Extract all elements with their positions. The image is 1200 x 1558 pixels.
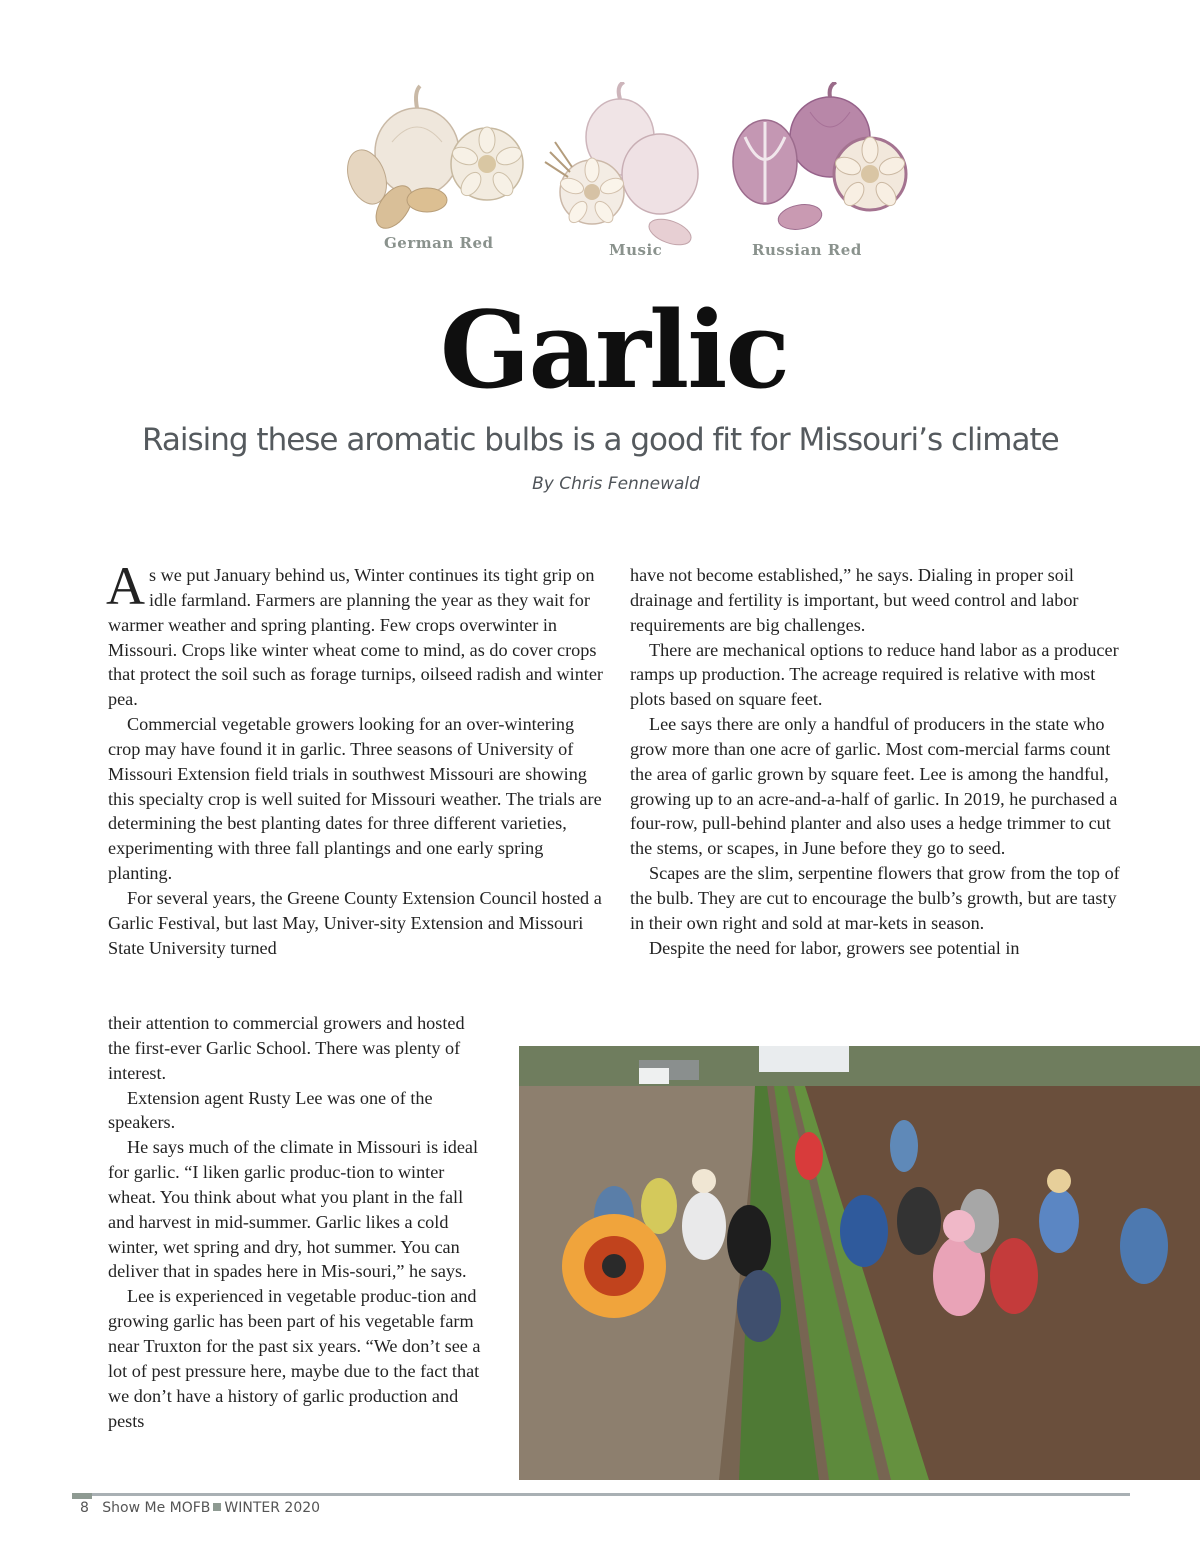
article-paragraph: Lee is experienced in vegetable produc-tion and growing garlic has been part of his vegetable farm near Truxton for the past six years. “We don’t see a lot of pest pressure here, maybe due to the fact that we don’t have a history of garlic production and pests (108, 1286, 481, 1431)
article-paragraph: Despite the need for labor, growers see potential in (649, 937, 1020, 958)
article-column-1 (106, 556, 603, 961)
article-paragraph: their attention to commercial growers and hosted the first-ever Garlic School. There was plenty of interest. (108, 1013, 465, 1083)
article-column-1-continued (108, 1011, 490, 1433)
footer-separator (213, 1503, 221, 1511)
variety-label-russian-red: Russian Red (752, 241, 862, 259)
article-paragraph: There are mechanical options to reduce hand labor as a producer ramps up production. The acreage required is relative with most plots based on square feet. (630, 639, 1119, 710)
article-paragraph: He says much of the climate in Missouri is ideal for garlic. “I liken garlic produc-tion to winter wheat. You think about what you plant in the fall and harvest in mid-summer. Garlic likes a cold winter, wet spring and dry, hot summer. You can deliver that in spades here in Mis-souri,” he says. (108, 1137, 479, 1282)
article-paragraph: Scapes are the slim, serpentine flowers that grow from the top of the bulb. They are cut to encourage the bulb’s growth, but are tasty in their own right and sold at mar-kets in season. (630, 863, 1120, 933)
article-paragraph: have not become established,” he says. Dialing in proper soil drainage and fertility is important, but weed control and labor requirements are big challenges. (630, 565, 1079, 635)
garlic-school-field-photo (519, 1046, 1200, 1480)
article-column-2 (630, 563, 1130, 961)
article-paragraph: For several years, the Greene County Extension Council hosted a Garlic Festival, but last May, Univer-sity Extension and Missouri State University turned (108, 887, 602, 958)
drop-cap: A (106, 556, 145, 616)
article-paragraph: Extension agent Rusty Lee was one of the speakers. (108, 1087, 433, 1133)
variety-label-music: Music (609, 241, 663, 259)
article-paragraph: Lee says there are only a handful of producers in the state who grow more than one acre of garlic. Most com-mercial farms count the area of garlic grown by square feet. Lee is among the handful, growing up to an acre-and-a-half of garlic. In 2019, he purchased a four-row, pull-behind planter and also uses a hedge trimmer to cut the stems, or scapes, in June before they go to seed. (630, 714, 1118, 859)
music-garlic-image (540, 82, 710, 260)
article-paragraph: Commercial vegetable growers looking for an over-wintering crop may have found it in garlic. Three seasons of University of Missouri Extension field trials in southwest Missouri are showing this specialty crop is well suited for Missouri weather. The trials are determining the best planting dates for three different varieties, experimenting with three fall plantings and one early spring planting. (108, 714, 602, 884)
issue-date: WINTER 2020 (224, 1500, 321, 1516)
garlic-varieties-image (322, 82, 914, 260)
article-paragraph: As we put January behind us, Winter continues its tight grip on idle farmland. Farmers are planning the year as they wait for warmer weather and spring planting. Few crops overwinter in Missouri. Crops like winter wheat come to mind, as do cover crops that protect the soil such as forage turnips, oilseed radish and winter pea. (106, 556, 603, 710)
footer-rule (72, 1493, 1130, 1496)
variety-label-german-red: German Red (384, 234, 494, 252)
russian-red-garlic-image (720, 82, 914, 260)
page-number: 8 (80, 1500, 89, 1516)
footer-accent (72, 1493, 92, 1499)
article-byline: By Chris Fennewald (532, 474, 700, 494)
publication-name: Show Me MOFB (102, 1500, 211, 1516)
article-title: Garlic (439, 287, 789, 412)
article-subtitle: Raising these aromatic bulbs is a good fit for Missouri’s climate (142, 422, 1059, 458)
page-footer (80, 1500, 320, 1516)
